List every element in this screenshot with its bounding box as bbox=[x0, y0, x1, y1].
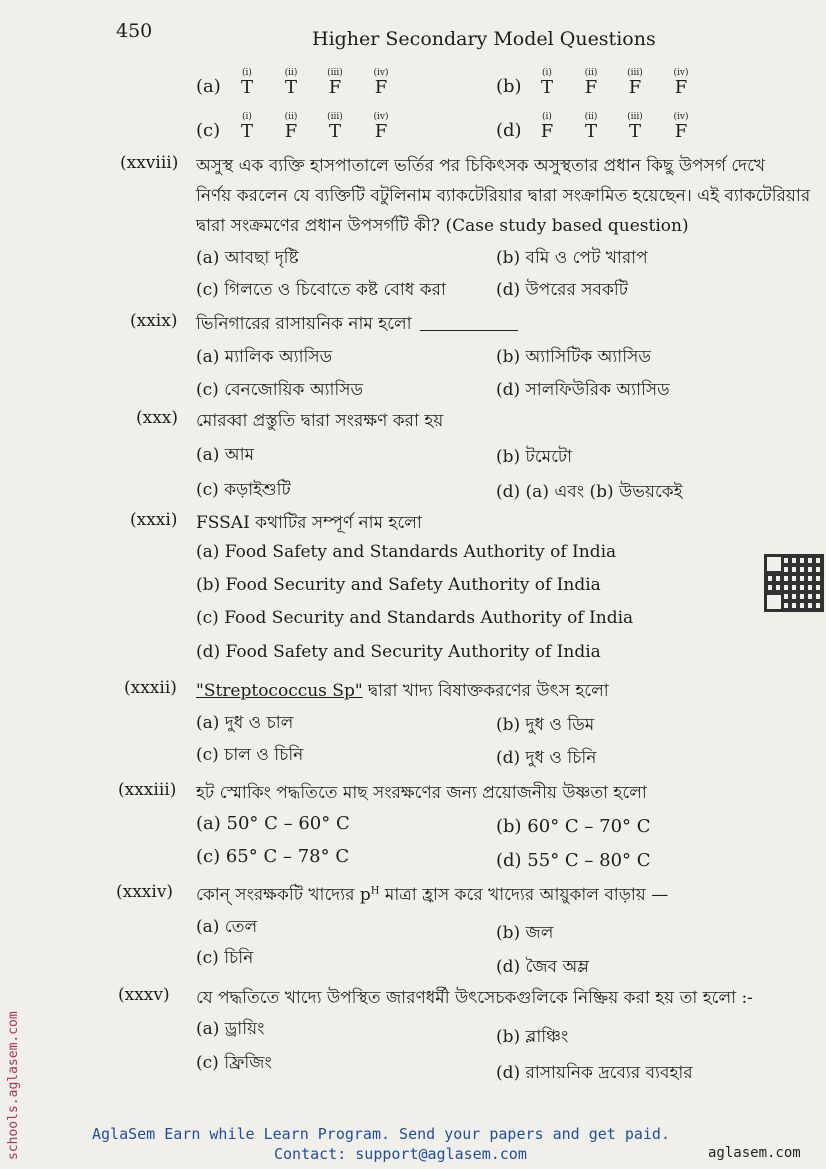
option-b: (b) Food Security and Safety Authority of India bbox=[196, 575, 601, 595]
tf-option-label: (c) bbox=[196, 120, 221, 141]
option-a: (a) আবছা দৃষ্টি bbox=[196, 248, 299, 268]
option-a: (a) Food Safety and Standards Authority of India bbox=[196, 542, 617, 562]
option-c: (c) কড়াইশুটি bbox=[196, 480, 291, 500]
tf-cell bbox=[234, 68, 260, 98]
option-a: (a) আম bbox=[196, 445, 255, 465]
side-watermark: schools.aglasem.com bbox=[6, 1011, 21, 1160]
option-b: (b) 60° C – 70° C bbox=[496, 816, 651, 837]
tf-roman-numeral: (iii) bbox=[627, 68, 643, 78]
option-b: (b) দুধ ও ডিম bbox=[496, 715, 595, 735]
question-text: মোরব্বা প্রস্তুতি দ্বারা সংরক্ষণ করা হয় bbox=[196, 411, 444, 431]
tf-value: F bbox=[328, 77, 342, 98]
tf-roman-numeral: (iii) bbox=[627, 112, 643, 122]
tf-cell bbox=[668, 112, 694, 142]
tf-cell bbox=[534, 112, 560, 142]
tf-cell bbox=[278, 68, 304, 98]
tf-roman-numeral: (i) bbox=[242, 112, 252, 122]
tf-option-label: (b) bbox=[496, 76, 522, 97]
question-text: যে পদ্ধতিতে খাদ্যে উপস্থিত জারণধর্মী উৎসেচকগুলিকে নিষ্ক্রিয় করা হয় তা হলো :- bbox=[196, 988, 753, 1008]
tf-roman-numeral: (iv) bbox=[373, 112, 389, 122]
tf-roman-numeral: (ii) bbox=[284, 112, 298, 122]
question-number: (xxix) bbox=[130, 311, 178, 331]
running-title: Higher Secondary Model Questions bbox=[312, 28, 656, 50]
option-b: (b) অ্যাসিটিক অ্যাসিড bbox=[496, 347, 651, 367]
tf-value: F bbox=[540, 121, 554, 142]
tf-roman-numeral: (ii) bbox=[284, 68, 298, 78]
qr-code bbox=[764, 554, 824, 612]
tf-cell bbox=[622, 68, 648, 98]
option-b: (b) জল bbox=[496, 923, 554, 943]
option-a: (a) তেল bbox=[196, 917, 258, 937]
option-d: (d) রাসায়নিক দ্রব্যের ব্যবহার bbox=[496, 1063, 693, 1083]
tf-cell bbox=[622, 112, 648, 142]
footer-site: aglasem.com bbox=[708, 1145, 801, 1161]
option-c: (c) বেনজোয়িক অ্যাসিড bbox=[196, 380, 364, 400]
tf-roman-numeral: (ii) bbox=[584, 68, 598, 78]
question-text: হট স্মোকিং পদ্ধতিতে মাছ সংরক্ষণের জন্য প্রয়োজনীয় উষ্ণতা হলো bbox=[196, 783, 647, 803]
tf-cell bbox=[322, 68, 348, 98]
option-a: (a) ম্যালিক অ্যাসিড bbox=[196, 347, 333, 367]
tf-roman-numeral: (i) bbox=[542, 68, 552, 78]
option-a: (a) 50° C – 60° C bbox=[196, 813, 350, 834]
tf-option-label: (d) bbox=[496, 120, 522, 141]
tf-roman-numeral: (iv) bbox=[673, 68, 689, 78]
tf-value: T bbox=[240, 77, 253, 98]
question-number: (xxx) bbox=[136, 408, 179, 428]
tf-value: T bbox=[540, 77, 553, 98]
tf-option-row bbox=[496, 68, 696, 104]
tf-roman-numeral: (i) bbox=[542, 112, 552, 122]
tf-cell bbox=[578, 112, 604, 142]
option-c: (c) চাল ও চিনি bbox=[196, 745, 304, 765]
footer-promo: AglaSem Earn while Learn Program. Send your papers and get paid. bbox=[92, 1125, 670, 1143]
question-number: (xxviii) bbox=[120, 153, 179, 173]
answer-blank bbox=[420, 330, 518, 331]
tf-value: T bbox=[584, 121, 597, 142]
tf-roman-numeral: (iv) bbox=[373, 68, 389, 78]
question-number: (xxxi) bbox=[130, 510, 178, 530]
option-d: (d) জৈব অম্ল bbox=[496, 957, 589, 977]
option-a: (a) ড্রায়িং bbox=[196, 1019, 265, 1039]
tf-cell bbox=[368, 68, 394, 98]
question-text: FSSAI কথাটির সম্পূর্ণ নাম হলো bbox=[196, 513, 422, 533]
option-c: (c) ফ্রিজিং bbox=[196, 1053, 272, 1073]
tf-value: T bbox=[240, 121, 253, 142]
option-c: (c) Food Security and Standards Authority of India bbox=[196, 608, 634, 628]
question-number: (xxxiv) bbox=[116, 882, 174, 902]
question-number: (xxxiii) bbox=[118, 780, 177, 800]
tf-option-label: (a) bbox=[196, 76, 221, 97]
option-d: (d) সালফিউরিক অ্যাসিড bbox=[496, 380, 670, 400]
option-d: (d) 55° C – 80° C bbox=[496, 850, 651, 871]
tf-value: T bbox=[284, 77, 297, 98]
tf-value: F bbox=[674, 121, 688, 142]
question-line: অসুস্থ এক ব্যক্তি হাসপাতালে ভর্তির পর চিকিৎসক অসুস্থতার প্রধান কিছু উপসর্গ দেখে bbox=[196, 156, 766, 176]
tf-cell bbox=[368, 112, 394, 142]
option-a: (a) দুধ ও চাল bbox=[196, 713, 294, 733]
option-b: (b) টমেটো bbox=[496, 447, 573, 467]
tf-cell bbox=[322, 112, 348, 142]
question-number: (xxxii) bbox=[124, 678, 177, 698]
tf-option-row bbox=[496, 112, 696, 148]
tf-cell bbox=[534, 68, 560, 98]
tf-option-row bbox=[196, 68, 396, 104]
option-d: (d) Food Safety and Security Authority of India bbox=[196, 642, 601, 662]
tf-cell bbox=[578, 68, 604, 98]
tf-cell bbox=[668, 68, 694, 98]
option-d: (d) দুধ ও চিনি bbox=[496, 748, 597, 768]
tf-roman-numeral: (i) bbox=[242, 68, 252, 78]
question-line: নির্ণয় করলেন যে ব্যক্তিটি বটুলিনাম ব্যাকটেরিয়ার দ্বারা সংক্রামিত হয়েছেন। এই ব্যাকটেরিয়ার bbox=[196, 186, 811, 206]
option-b: (b) ব্লাঞ্চিং bbox=[496, 1027, 569, 1047]
option-c: (c) 65° C – 78° C bbox=[196, 846, 350, 867]
option-b: (b) বমি ও পেট খারাপ bbox=[496, 248, 648, 268]
question-number: (xxxv) bbox=[118, 985, 170, 1005]
tf-value: F bbox=[674, 77, 688, 98]
tf-option-row bbox=[196, 112, 396, 148]
option-d: (d) উপরের সবকটি bbox=[496, 280, 628, 300]
question-text: "Streptococcus Sp" দ্বারা খাদ্য বিষাক্তকরণের উৎস হলো bbox=[196, 681, 609, 701]
tf-cell bbox=[234, 112, 260, 142]
page-number: 450 bbox=[116, 20, 153, 42]
tf-value: T bbox=[328, 121, 341, 142]
tf-roman-numeral: (iv) bbox=[673, 112, 689, 122]
tf-roman-numeral: (ii) bbox=[584, 112, 598, 122]
option-c: (c) গিলতে ও চিবোতে কষ্ট বোধ করা bbox=[196, 280, 446, 300]
option-c: (c) চিনি bbox=[196, 948, 254, 968]
tf-value: F bbox=[284, 121, 298, 142]
tf-value: F bbox=[584, 77, 598, 98]
footer-contact: Contact: support@aglasem.com bbox=[274, 1145, 527, 1163]
tf-value: F bbox=[374, 77, 388, 98]
question-line: দ্বারা সংক্রমণের প্রধান উপসর্গটি কী? (Case study based question) bbox=[196, 216, 689, 236]
tf-value: F bbox=[628, 77, 642, 98]
tf-value: T bbox=[628, 121, 641, 142]
option-d: (d) (a) এবং (b) উভয়কেই bbox=[496, 482, 683, 502]
question-text: কোন্ সংরক্ষকটি খাদ্যের $p^H$ মাত্রা হ্রাস করে খাদ্যের আয়ুকাল বাড়ায় — bbox=[196, 885, 669, 905]
tf-roman-numeral: (iii) bbox=[327, 112, 343, 122]
tf-value: F bbox=[374, 121, 388, 142]
tf-roman-numeral: (iii) bbox=[327, 68, 343, 78]
tf-cell bbox=[278, 112, 304, 142]
question-text: ভিনিগারের রাসায়নিক নাম হলো bbox=[196, 311, 518, 339]
